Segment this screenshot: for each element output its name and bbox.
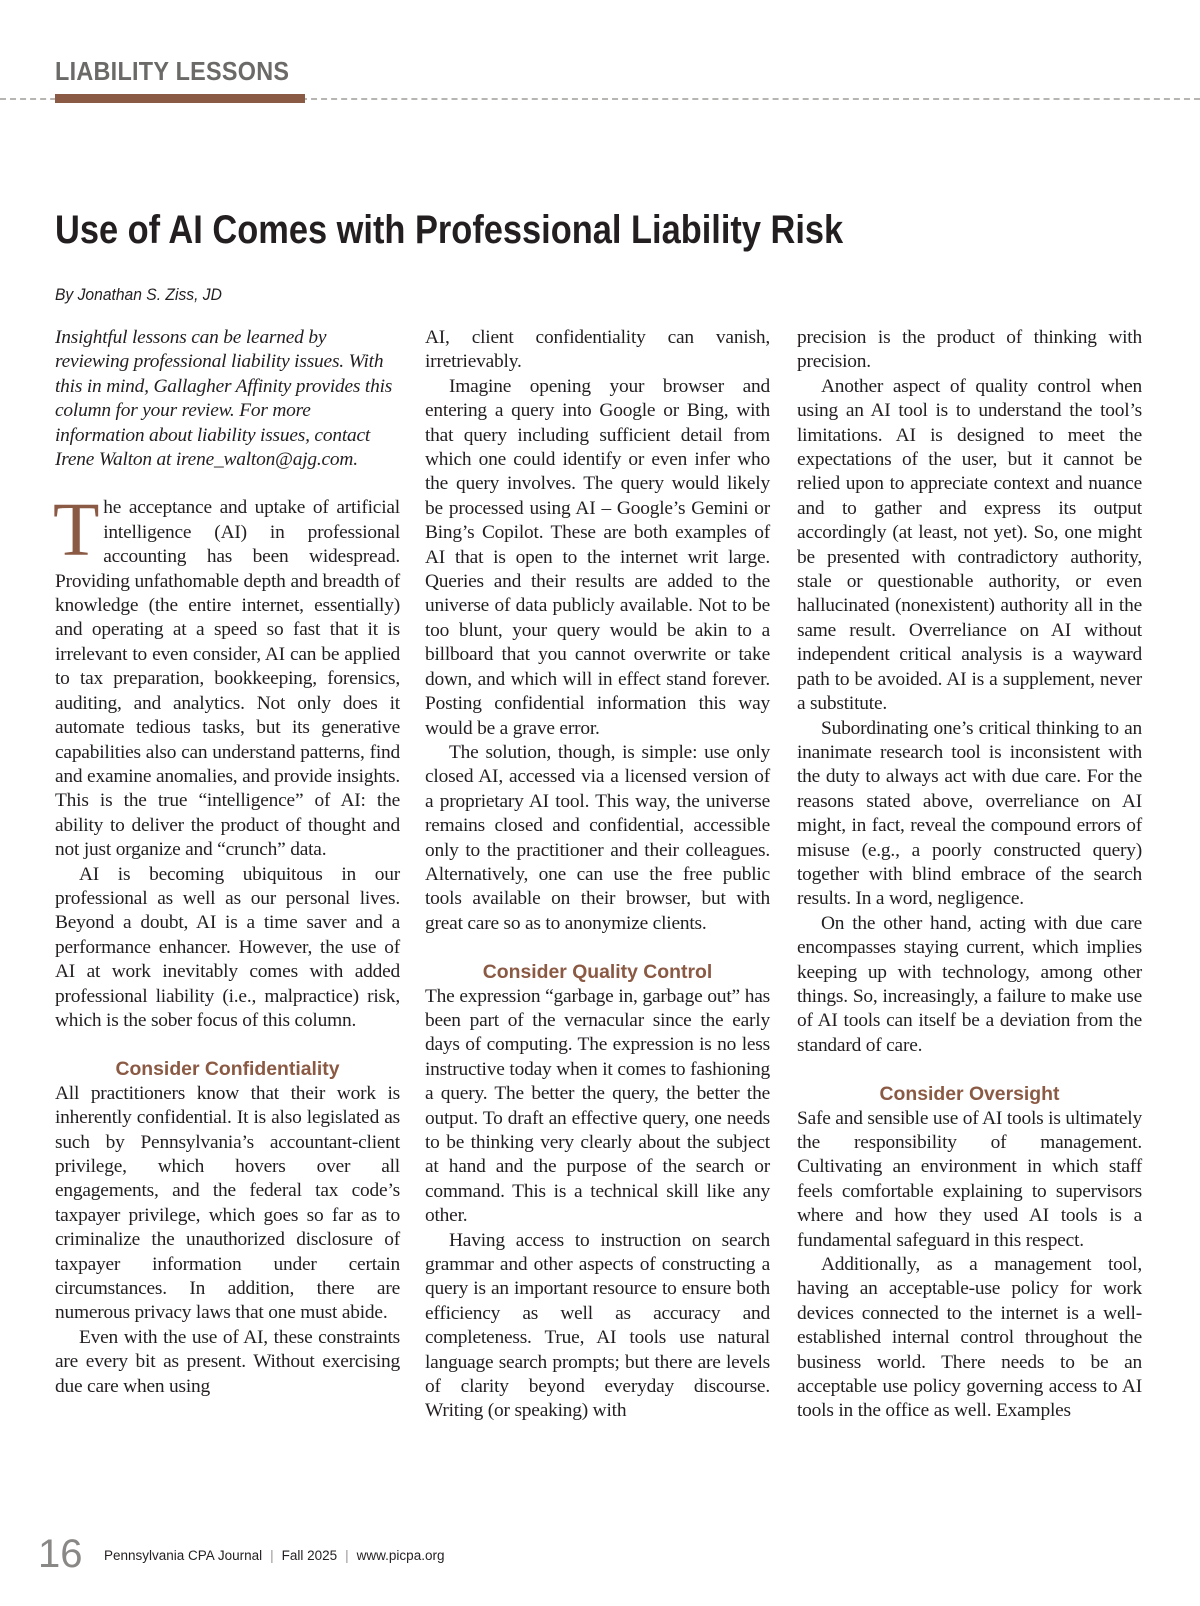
paragraph: AI, client confidentiality can vanish, irretrievably. — [425, 327, 770, 373]
paragraph: The expression “garbage in, garbage out” has been part of the vernacular since the early days of computing. The expression is no less instructive today when it comes to fashioning a query. The better the query, the better the output. To draft an effective query, one needs to be thinking very clearly about the subject at hand and the purpose of the search or command. This is a technical skill like any other. — [425, 985, 770, 1227]
accent-bar — [55, 94, 305, 103]
paragraph: Safe and sensible use of AI tools is ultimately the responsibility of management. Cultivating an environment in which staff feels comfortable explaining to supervisors where and how they used AI tools is a fundamental safeguard in this respect. — [797, 1107, 1142, 1251]
paragraph — [53, 488, 400, 862]
paragraph: Subordinating one’s critical thinking to an inanimate research tool is inconsistent with the duty to always act with due care. For the reasons stated above, overreliance on AI might, in fact, reveal the compound errors of misuse (e.g., a poorly constructed query) together with blind embrace of the search results. In a word, negligence. — [797, 717, 1142, 910]
paragraph: The solution, though, is simple: use only closed AI, accessed via a licensed version of a proprietary AI tool. This way, the universe remains closed and confidential, accessible only to the practitioner and their colleagues. Alternatively, one can use the free public tools available on their browser, but with great care so as to anonymize clients. — [425, 741, 770, 934]
paragraph: All practitioners know that their work is inherently confidential. It is also legislated as such by Pennsylvania’s accountant-client privilege, which hovers over all engagements, and the federal tax code’s taxpayer privilege, which goes so far as to criminalize the unauthorized disclosure of taxpayer information under certain circumstances. In addition, there are numerous privacy laws that one must abide. — [55, 1082, 400, 1324]
subhead-oversight: Consider Oversight — [879, 1083, 1060, 1106]
column-2 — [425, 326, 770, 1424]
paragraph: Having access to instruction on search grammar and other aspects of constructing a query is an important resource to ensure both efficiency as well as accuracy and completeness. True, AI tools use natural language search prompts; but there are levels of clarity beyond everyday discourse. Writing (or speaking) with — [425, 1229, 770, 1422]
journal-name: Pennsylvania CPA Journal — [104, 1548, 263, 1563]
footer-separator: | — [270, 1548, 274, 1563]
website-link[interactable]: www.picpa.org — [356, 1548, 445, 1563]
drop-cap: T — [53, 488, 100, 573]
paragraph: Additionally, as a management tool, having an acceptable-use policy for work devices connected to the internet is a well-established internal control throughout the business world. There needs to be an acceptable use policy governing access to AI tools in the office as well. Examples — [797, 1254, 1142, 1422]
issue-label: Fall 2025 — [281, 1548, 338, 1563]
paragraph-text: he acceptance and uptake of artificial intelligence (AI) in professional accounting has been widespread. Providing unfathomable depth and breadth of knowledge (the entire internet, essentially) and operating at a speed so fast that it is irrelevant to even consider, AI can be applied to tax preparation, bookkeeping, forensics, auditing, and analytics. Not only does it automate tedious tasks, but its generative capabilities also can understand patterns, find and examine anomalies, and provide insights. This is the true “intelligence” of AI: the ability to deliver the product of thought and not just organize and “crunch” data. — [55, 497, 400, 861]
paragraph: precision is the product of thinking with precision. — [797, 327, 1142, 373]
footer — [104, 1548, 444, 1563]
byline: By Jonathan S. Ziss, JD — [55, 285, 222, 304]
subhead-quality-control: Consider Quality Control — [482, 961, 713, 984]
paragraph: Another aspect of quality control when using an AI tool is to understand the tool’s limitations. AI is designed to meet the expectations of the user, but it cannot be relied upon to appreciate context and nuance and to gather and express its output accordingly (at least, not yet). So, one might be presented with contradictory authority, stale or questionable authority, or even hallucinated (nonexistent) authority all in the same result. Overreliance on AI without independent critical analysis is a wayward path to be avoided. AI is a supplement, never a substitute. — [797, 375, 1142, 715]
column-1 — [55, 326, 400, 1399]
subhead-confidentiality: Consider Confidentiality — [115, 1058, 340, 1081]
article-title: Use of AI Comes with Professional Liability Risk — [55, 208, 844, 252]
column-3 — [797, 326, 1142, 1424]
paragraph: Imagine opening your browser and entering a query into Google or Bing, with that query including sufficient detail from which one could identify or even infer who the query involves. The query would likely be processed using AI – Google’s Gemini or Bing’s Copilot. These are both examples of AI that is open to the internet writ large. Queries and their results are added to the universe of data publicly available. Not to be too blunt, your query would be akin to a billboard that you cannot overwrite or take down, and which will in effect stand forever. Posting confidential information this way would be a grave error. — [425, 375, 770, 739]
footer-separator: | — [345, 1548, 349, 1563]
page-number: 16 — [38, 1532, 83, 1576]
paragraph: AI is becoming ubiquitous in our professional as well as our personal lives. Beyond a doubt, AI is a time saver and a performance enhancer. However, the use of AI at work inevitably comes with added professional liability (i.e., malpractice) risk, which is the sober focus of this column. — [55, 863, 400, 1031]
intro-text: Insightful lessons can be learned by reviewing professional liability issues. With this in mind, Gallagher Affinity provides this column for your review. For more information about liability issues, contact Irene Walton at irene_walton@ajg.com. — [55, 327, 393, 471]
section-label: LIABILITY LESSONS — [55, 56, 290, 86]
paragraph: Even with the use of AI, these constraints are every bit as present. Without exercising due care when using — [55, 1326, 400, 1397]
paragraph: On the other hand, acting with due care encompasses staying current, which implies keeping up with technology, among other things. So, increasingly, a failure to make use of AI tools can itself be a deviation from the standard of care. — [797, 912, 1142, 1056]
